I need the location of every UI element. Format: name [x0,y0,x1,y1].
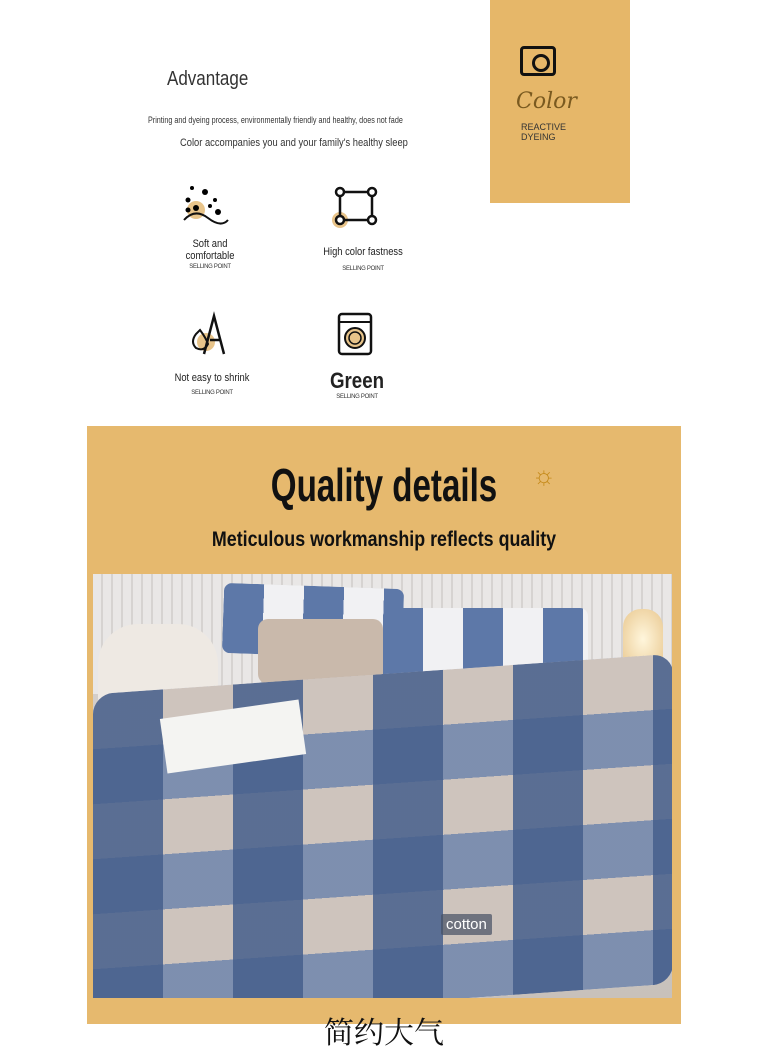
reactive-dyeing-label [521,122,566,142]
checked-duvet [93,654,672,998]
cotton-badge: cotton [441,914,492,935]
selling-point-label: SELLING POINT [336,394,378,400]
reactive-label: REACTIVE [521,122,567,132]
advantage-line2: Color accompanies you and your family's healthy sleep [180,137,408,149]
feature-label: Green [329,368,385,393]
selling-point-label: SELLING POINT [189,264,231,270]
camera-icon [520,46,556,76]
advantage-line1: Printing and dyeing process, environmentally friendly and healthy, does not fade [148,115,403,125]
feature-soft [150,238,270,270]
selling-point-label: SELLING POINT [342,266,384,272]
feature-color-fastness [303,246,423,272]
advantage-title: Advantage [167,68,249,90]
selling-point-label: SELLING POINT [191,390,233,396]
dyeing-label: DYEING [521,132,556,142]
next-heading: 简约大气 [324,1017,444,1050]
feature-green [297,368,417,400]
drop-letter-icon [184,310,234,365]
quality-section [87,426,681,1050]
quality-title: Quality details [270,459,498,511]
feature-label: Not easy to shrink [174,372,250,384]
quality-subtitle: Meticulous workmanship reflects quality [211,528,557,551]
feature-label: Soft and comfortable [185,238,235,262]
sun-icon: ☼ [532,460,556,490]
dots-wave-icon [180,180,230,235]
color-script: Color [516,89,577,114]
square-nodes-icon [332,184,382,239]
washing-machine-icon [332,310,382,365]
feature-label: High color fastness [323,246,403,258]
bedding-photo [93,574,672,998]
feature-shrink [152,372,272,396]
